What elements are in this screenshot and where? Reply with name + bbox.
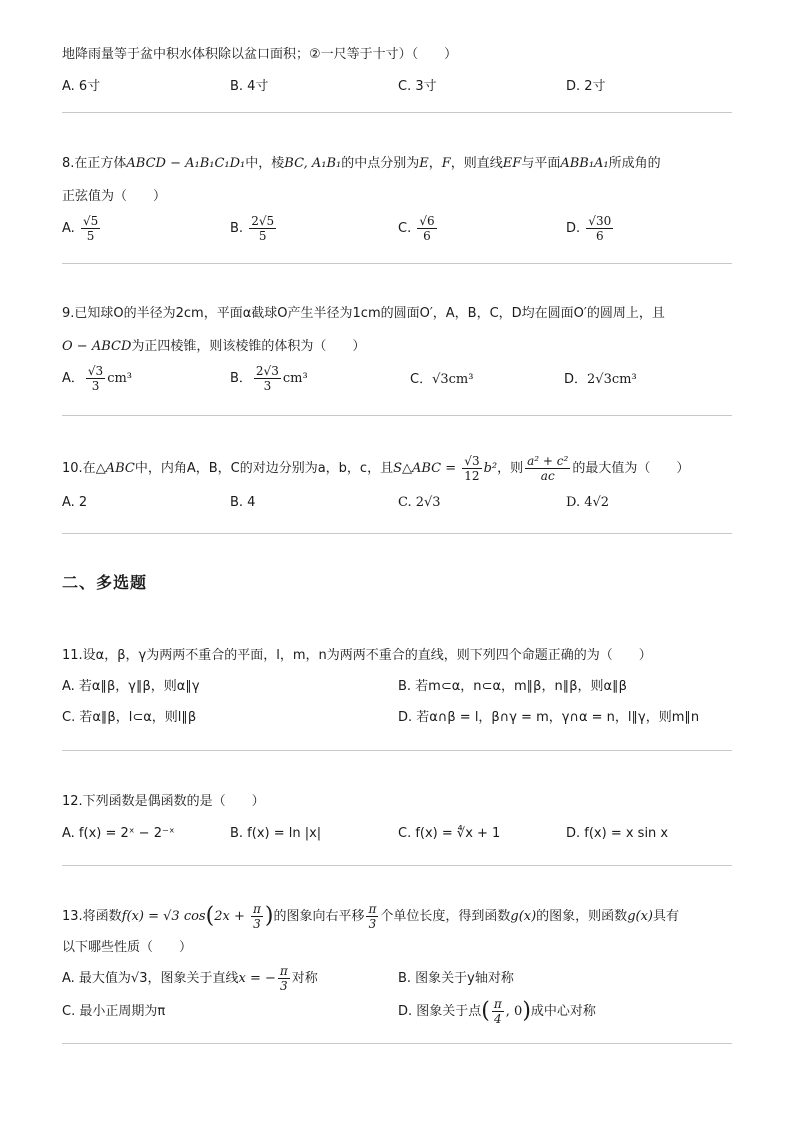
- q11-option-c: C. 若α∥β，l⊂α，则l∥β: [62, 710, 197, 725]
- divider: [62, 415, 732, 416]
- q11-option-d: D. 若α∩β = l，β∩γ = m，γ∩α = n，l∥γ，则m∥n: [398, 710, 700, 725]
- q8-option-b: B. $\frac{2√5}{5}$: [230, 214, 275, 243]
- q10-option-d: D. 4√2: [566, 495, 610, 510]
- q13-option-b: B. 图象关于y轴对称: [398, 971, 514, 986]
- q9-stem-line2: O − ABCD为正四棱锥，则该棱锥的体积为（ ）: [62, 339, 366, 354]
- q12-stem: 12.下列函数是偶函数的是（ ）: [62, 794, 265, 809]
- q13-option-d: D. 图象关于点( $\frac{\pi}{4}$ , 0)成中心对称: [398, 997, 596, 1026]
- q10-option-b: B. 4: [230, 495, 256, 510]
- divider: [62, 750, 732, 751]
- q7-option-b: B. 4寸: [230, 79, 269, 94]
- q7-option-d: D. 2寸: [566, 79, 606, 94]
- divider: [62, 263, 732, 264]
- q8-option-c: C. $\frac{√6}{6}$: [398, 214, 435, 243]
- q9-option-b: B． $\frac{2√3}{3}$ cm³: [230, 364, 308, 393]
- divider: [62, 1043, 732, 1044]
- q11-option-b: B. 若m⊂α，n⊂α，m∥β，n∥β，则α∥β: [398, 679, 627, 694]
- q11-option-a: A. 若α∥β，γ∥β，则α∥γ: [62, 679, 200, 694]
- q8-stem: 8.在正方体ABCD − A₁B₁C₁D₁中，棱BC, A₁B₁的中点分别为E，F，则直线EF与平面ABB₁A₁所成角的: [62, 156, 661, 171]
- q11-stem: 11.设α，β，γ为两两不重合的平面，l，m，n为两两不重合的直线，则下列四个命题正确的为（ ）: [62, 648, 652, 663]
- divider: [62, 112, 732, 113]
- section-heading: 二、多选题: [62, 573, 148, 592]
- divider: [62, 865, 732, 866]
- q10-option-a: A. 2: [62, 495, 88, 510]
- q8-stem-line2: 正弦值为（ ）: [62, 189, 167, 204]
- q12-option-d: D. f(x) = x sin x: [566, 826, 669, 841]
- q9-option-c: C．√3cm³: [410, 372, 474, 387]
- q8-option-d: D. $\frac{√30}{6}$: [566, 214, 612, 243]
- q9-stem: 9.已知球O的半径为2cm，平面α截球O产生半径为1cm的圆面O′，A，B，C，D均在圆面O′的圆周上，且: [62, 306, 665, 321]
- q8-option-a: A. $\frac{√5}{5}$: [62, 214, 99, 243]
- q9-option-a: A． $\frac{√3}{3}$ cm³: [62, 364, 133, 393]
- q13-stem-line2: 以下哪些性质（ ）: [62, 940, 193, 955]
- q13-option-c: C. 最小正周期为π: [62, 1004, 166, 1019]
- q12-option-c: C. f(x) = ∜x + 1: [398, 826, 501, 841]
- divider: [62, 533, 732, 534]
- q12-option-b: B. f(x) = ln |x|: [230, 826, 322, 841]
- q10-stem: 10.在△ABC中，内角A，B，C的对边分别为a，b，c，且S△ABC = $\frac{√3}{12}$ b²，则 $\frac{\text{a² + c²}}{ac}$ 的最大值为（ ）: [62, 454, 690, 483]
- q7-option-c: C. 3寸: [398, 79, 437, 94]
- q10-option-c: C. 2√3: [398, 495, 441, 510]
- q13-option-a: A. 最大值为√3，图象关于直线x = − $\frac{\pi}{3}$ 对称: [62, 964, 318, 993]
- q13-stem: 13.将函数f(x) = √3 cos(2x + $\frac{\pi}{3}$ )的图象向右平移 $\frac{\pi}{3}$ 个单位长度，得到函数g(x)的图象，则函数g(x)具有: [62, 902, 679, 931]
- q9-option-d: D．2√3cm³: [564, 372, 637, 387]
- q12-option-a: A. f(x) = 2ˣ − 2⁻ˣ: [62, 826, 175, 841]
- q7-option-a: A. 6寸: [62, 79, 101, 94]
- q7-stem-tail: 地降雨量等于盆中积水体积除以盆口面积；②一尺等于十寸）（ ）: [62, 47, 458, 62]
